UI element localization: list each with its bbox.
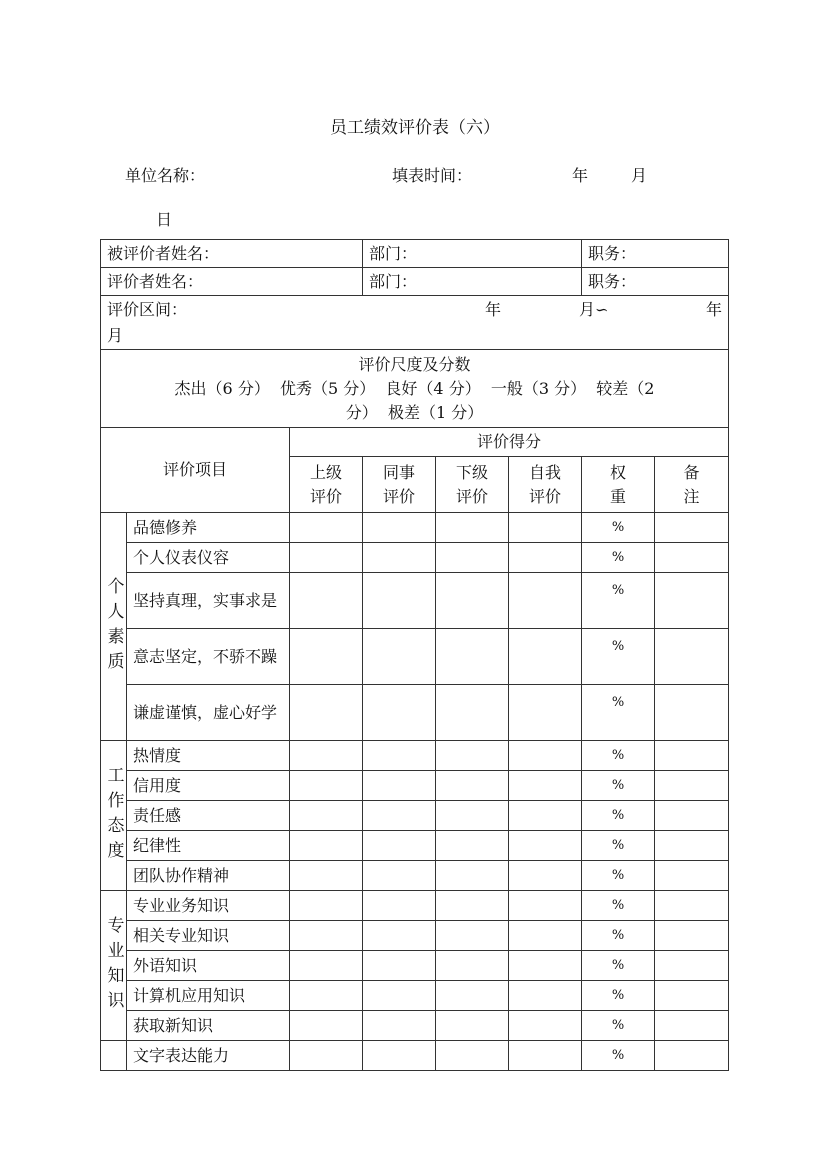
score-cell[interactable]	[290, 573, 363, 629]
score-cell[interactable]	[363, 1011, 436, 1041]
item-label: 意志坚定，不骄不躁	[127, 629, 290, 685]
scale-line-2: 分） 极差（1 分）	[345, 402, 484, 422]
item-label: 个人仪表仪容	[127, 543, 290, 573]
score-cell[interactable]	[436, 685, 509, 741]
score-cell[interactable]	[290, 981, 363, 1011]
score-header: 评价得分	[290, 428, 729, 457]
score-cell[interactable]	[436, 1041, 509, 1071]
scale-row	[101, 350, 729, 428]
weight-cell[interactable]: %	[582, 891, 655, 921]
score-cell[interactable]	[363, 771, 436, 801]
evaluator-name-field[interactable]	[101, 268, 363, 296]
table-row	[101, 741, 729, 771]
weight-cell[interactable]: %	[582, 573, 655, 629]
score-cell[interactable]	[363, 1041, 436, 1071]
subordinate-header: 下级 评价	[436, 457, 509, 513]
evaluator-row	[101, 268, 729, 296]
score-cell[interactable]	[290, 629, 363, 685]
scale-title: 评价尺度及分数	[358, 354, 471, 374]
table-row	[101, 861, 729, 891]
score-cell[interactable]	[363, 629, 436, 685]
period-month2-label: 月	[107, 325, 124, 345]
item-label: 外语知识	[127, 951, 290, 981]
score-cell[interactable]	[509, 629, 582, 685]
form-title: 员工绩效评价表（六）	[330, 118, 500, 138]
weight-cell[interactable]: %	[582, 951, 655, 981]
weight-cell[interactable]: %	[582, 861, 655, 891]
score-cell[interactable]	[509, 801, 582, 831]
item-label: 坚持真理，实事求是	[127, 573, 290, 629]
remark-cell[interactable]	[655, 1041, 729, 1071]
remark-cell[interactable]	[655, 951, 729, 981]
score-cell[interactable]	[509, 831, 582, 861]
score-cell[interactable]	[509, 861, 582, 891]
score-cell[interactable]	[290, 741, 363, 771]
weight-cell[interactable]: %	[582, 513, 655, 543]
evaluatee-label: 被评价者姓名：	[107, 243, 220, 263]
table-row	[101, 513, 729, 543]
fill-day-label: 日	[156, 210, 173, 229]
score-cell[interactable]	[436, 573, 509, 629]
period-year2-label: 年	[706, 299, 723, 319]
score-cell[interactable]	[290, 771, 363, 801]
score-cell[interactable]	[436, 801, 509, 831]
period-field[interactable]	[101, 296, 729, 350]
fill-time-label: 填表时间：	[392, 166, 473, 185]
weight-header: 权 重	[582, 457, 655, 513]
score-cell[interactable]	[290, 543, 363, 573]
evaluation-table	[100, 239, 729, 1071]
weight-cell[interactable]: %	[582, 921, 655, 951]
evaluatee-name-field[interactable]	[101, 240, 363, 268]
score-cell[interactable]	[363, 861, 436, 891]
score-cell[interactable]	[363, 831, 436, 861]
score-cell[interactable]	[290, 891, 363, 921]
score-cell[interactable]	[436, 981, 509, 1011]
item-label: 文字表达能力	[127, 1041, 290, 1071]
table-row	[101, 981, 729, 1011]
score-cell[interactable]	[290, 801, 363, 831]
score-cell[interactable]	[363, 543, 436, 573]
table-row	[101, 771, 729, 801]
table-row	[101, 685, 729, 741]
category-professional-knowledge: 专业知识	[101, 891, 127, 1041]
score-cell[interactable]	[363, 921, 436, 951]
remark-cell[interactable]	[655, 543, 729, 573]
weight-cell[interactable]: %	[582, 771, 655, 801]
score-cell[interactable]	[290, 513, 363, 543]
page-cut	[0, 1071, 830, 1174]
score-cell[interactable]	[509, 1041, 582, 1071]
item-label: 获取新知识	[127, 1011, 290, 1041]
score-cell[interactable]	[290, 685, 363, 741]
weight-cell[interactable]: %	[582, 685, 655, 741]
score-cell[interactable]	[290, 831, 363, 861]
item-label: 责任感	[127, 801, 290, 831]
evaluator-position-field[interactable]	[582, 268, 729, 296]
remark-cell[interactable]	[655, 861, 729, 891]
item-label: 热情度	[127, 741, 290, 771]
score-cell[interactable]	[290, 951, 363, 981]
score-cell[interactable]	[363, 801, 436, 831]
weight-cell[interactable]: %	[582, 543, 655, 573]
score-cell[interactable]	[436, 891, 509, 921]
remark-cell[interactable]	[655, 801, 729, 831]
item-label: 计算机应用知识	[127, 981, 290, 1011]
period-label: 评价区间：	[107, 299, 188, 319]
score-cell[interactable]	[290, 861, 363, 891]
score-cell[interactable]	[509, 951, 582, 981]
peer-header: 同事 评价	[363, 457, 436, 513]
score-cell[interactable]	[436, 513, 509, 543]
score-cell[interactable]	[290, 1011, 363, 1041]
superior-header: 上级 评价	[290, 457, 363, 513]
item-label: 谦虚谨慎，虚心好学	[127, 685, 290, 741]
table-row	[101, 921, 729, 951]
score-cell[interactable]	[363, 573, 436, 629]
item-label: 团队协作精神	[127, 861, 290, 891]
score-cell[interactable]	[290, 921, 363, 951]
table-row	[101, 951, 729, 981]
item-label: 品德修养	[127, 513, 290, 543]
score-cell[interactable]	[509, 981, 582, 1011]
score-cell[interactable]	[363, 685, 436, 741]
scale-cell	[101, 350, 729, 428]
weight-cell[interactable]: %	[582, 801, 655, 831]
remark-cell[interactable]	[655, 741, 729, 771]
remark-cell[interactable]	[655, 629, 729, 685]
weight-cell[interactable]: %	[582, 831, 655, 861]
table-row	[101, 543, 729, 573]
weight-cell[interactable]: %	[582, 981, 655, 1011]
score-cell[interactable]	[509, 1011, 582, 1041]
item-header: 评价项目	[101, 428, 290, 513]
dept-label: 部门：	[369, 271, 418, 291]
item-label: 相关专业知识	[127, 921, 290, 951]
scale-line-1: 杰出（6 分） 优秀（5 分） 良好（4 分） 一般（3 分） 较差（2	[174, 378, 655, 398]
evaluator-dept-field[interactable]	[363, 268, 582, 296]
score-cell[interactable]	[509, 921, 582, 951]
unit-name-label: 单位名称：	[125, 166, 206, 185]
table-row	[101, 573, 729, 629]
item-label: 信用度	[127, 771, 290, 801]
score-cell[interactable]	[290, 1041, 363, 1071]
position-label: 职务：	[588, 243, 637, 263]
score-cell[interactable]	[363, 891, 436, 921]
remark-cell[interactable]	[655, 831, 729, 861]
weight-cell[interactable]: %	[582, 1011, 655, 1041]
score-cell[interactable]	[509, 771, 582, 801]
score-cell[interactable]	[436, 629, 509, 685]
weight-cell[interactable]: %	[582, 629, 655, 685]
position-label: 职务：	[588, 271, 637, 291]
category-work-attitude: 工作态度	[101, 741, 127, 891]
remark-cell[interactable]	[655, 513, 729, 543]
fill-year-label: 年	[572, 166, 589, 185]
table-row	[101, 1041, 729, 1071]
period-row	[101, 296, 729, 350]
score-cell[interactable]	[509, 513, 582, 543]
weight-cell[interactable]: %	[582, 741, 655, 771]
remark-cell[interactable]	[655, 1011, 729, 1041]
weight-cell[interactable]: %	[582, 1041, 655, 1071]
score-cell[interactable]	[509, 891, 582, 921]
score-cell[interactable]	[363, 951, 436, 981]
score-cell[interactable]	[436, 543, 509, 573]
remark-cell[interactable]	[655, 891, 729, 921]
evaluatee-dept-field[interactable]	[363, 240, 582, 268]
evaluator-label: 评价者姓名：	[107, 271, 204, 291]
score-cell[interactable]	[509, 543, 582, 573]
score-cell[interactable]	[436, 861, 509, 891]
score-cell[interactable]	[436, 921, 509, 951]
remark-header: 备 注	[655, 457, 729, 513]
evaluatee-row	[101, 240, 729, 268]
remark-cell[interactable]	[655, 685, 729, 741]
category-next	[101, 1041, 127, 1071]
score-cell[interactable]	[363, 513, 436, 543]
table-row	[101, 801, 729, 831]
score-cell[interactable]	[436, 771, 509, 801]
remark-cell[interactable]	[655, 573, 729, 629]
score-cell[interactable]	[436, 951, 509, 981]
item-label: 纪律性	[127, 831, 290, 861]
score-cell[interactable]	[436, 1011, 509, 1041]
score-cell[interactable]	[509, 741, 582, 771]
table-row	[101, 1011, 729, 1041]
header-row-1	[101, 428, 729, 457]
score-cell[interactable]	[509, 685, 582, 741]
table-row	[101, 629, 729, 685]
remark-cell[interactable]	[655, 771, 729, 801]
score-cell[interactable]	[363, 981, 436, 1011]
item-label: 专业业务知识	[127, 891, 290, 921]
remark-cell[interactable]	[655, 981, 729, 1011]
table-row	[101, 891, 729, 921]
remark-cell[interactable]	[655, 921, 729, 951]
fill-month-label: 月	[631, 166, 648, 185]
score-cell[interactable]	[509, 573, 582, 629]
category-personal-quality: 个人素质	[101, 513, 127, 741]
period-month-range-label: 月∽	[579, 299, 609, 319]
score-cell[interactable]	[436, 741, 509, 771]
period-year-label: 年	[485, 299, 502, 319]
dept-label: 部门：	[369, 243, 418, 263]
table-row	[101, 831, 729, 861]
evaluatee-position-field[interactable]	[582, 240, 729, 268]
score-cell[interactable]	[363, 741, 436, 771]
score-cell[interactable]	[436, 831, 509, 861]
self-header: 自我 评价	[509, 457, 582, 513]
